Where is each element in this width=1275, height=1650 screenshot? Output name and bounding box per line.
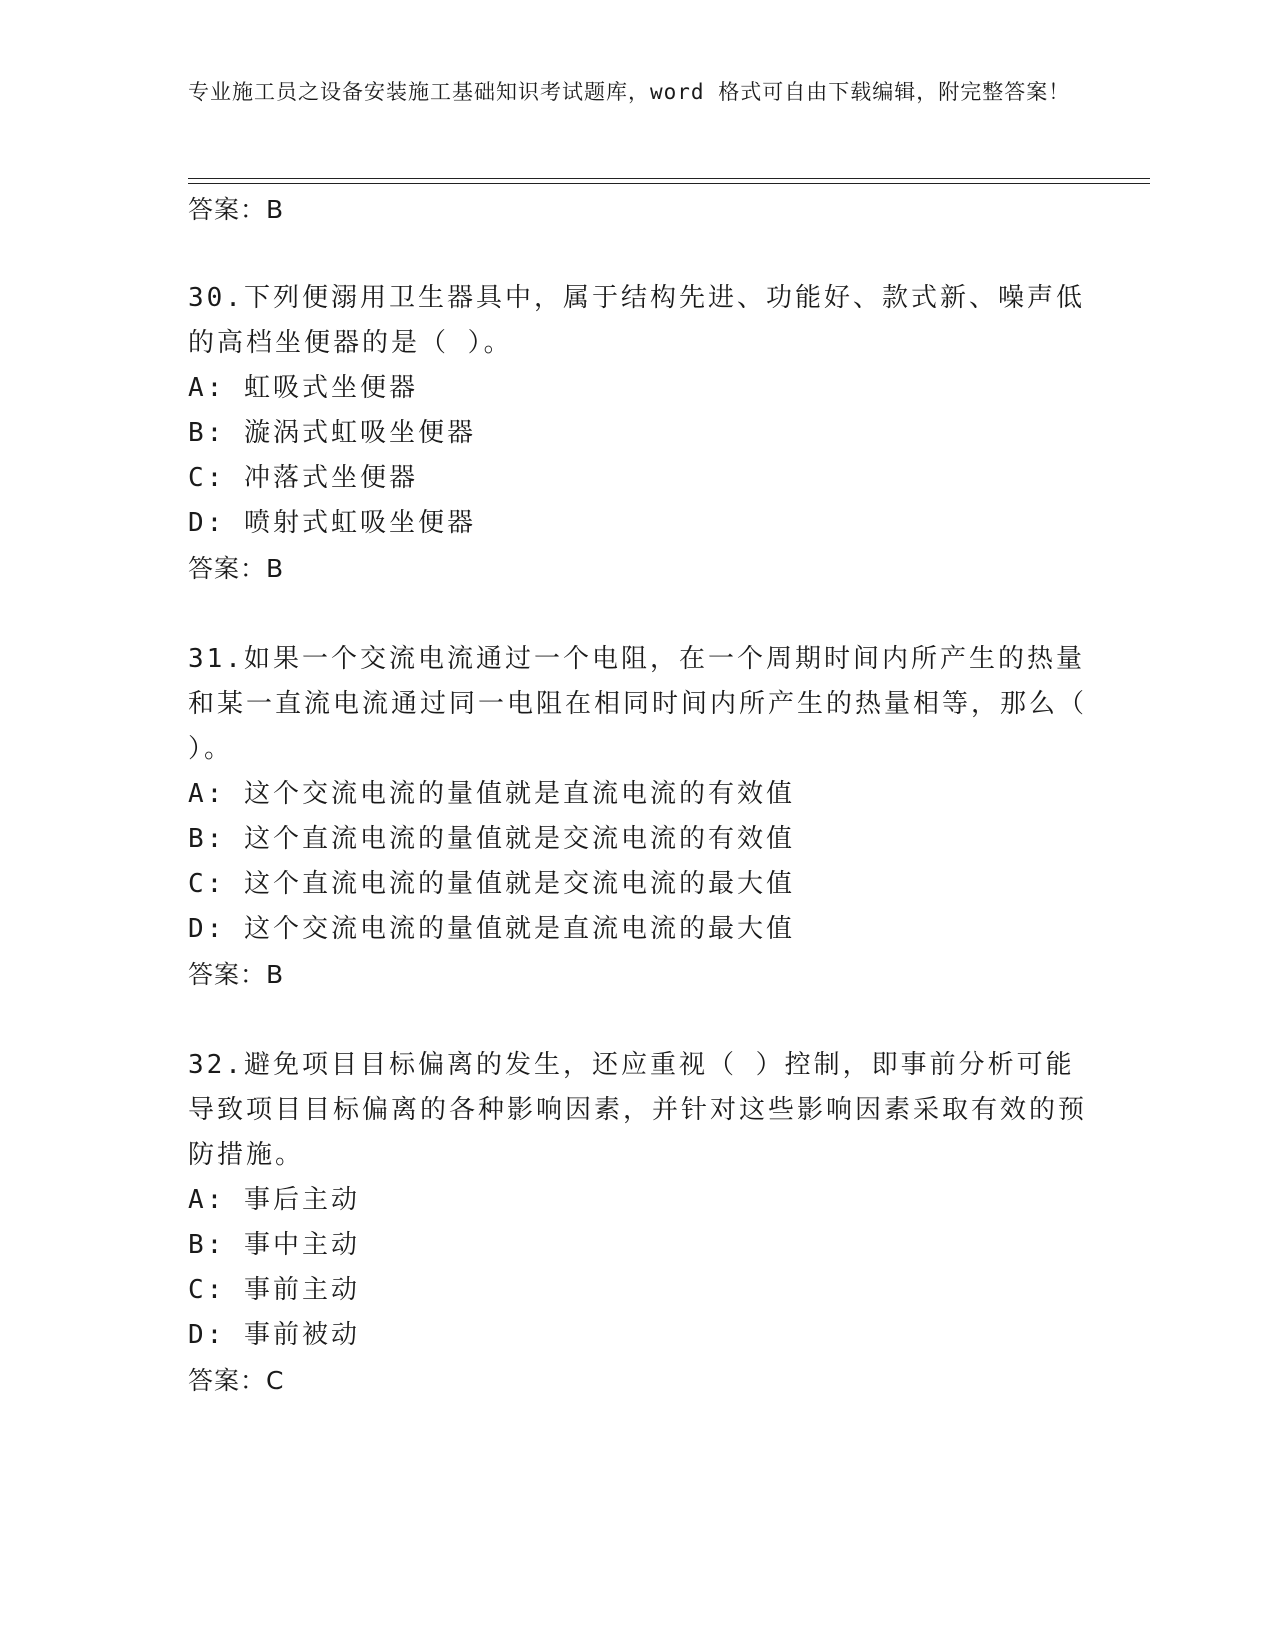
option-c: C: 事前主动 bbox=[188, 1275, 360, 1305]
question-32 bbox=[188, 1043, 1088, 1403]
answer-line: 答案：B bbox=[188, 960, 285, 989]
answer-line: 答案：C bbox=[188, 1366, 285, 1395]
option-b: B: 事中主动 bbox=[188, 1230, 360, 1260]
document-header: 专业施工员之设备安装施工基础知识考试题库，word 格式可自由下载编辑，附完整答案！ bbox=[188, 80, 1071, 104]
answer-line: 答案：B bbox=[188, 554, 285, 583]
question-30 bbox=[188, 276, 1088, 591]
option-b: B: 这个直流电流的量值就是交流电流的有效值 bbox=[188, 824, 795, 854]
option-c: C: 这个直流电流的量值就是交流电流的最大值 bbox=[188, 869, 795, 899]
question-stem: 32.避免项目目标偏离的发生，还应重视（ ）控制，即事前分析可能导致项目目标偏离的各种影响因素，并针对这些影响因素采取有效的预防措施。 bbox=[188, 1050, 1088, 1170]
option-a: A: 虹吸式坐便器 bbox=[188, 373, 418, 403]
option-d: D: 事前被动 bbox=[188, 1320, 360, 1350]
question-stem: 31.如果一个交流电流通过一个电阻，在一个周期时间内所产生的热量和某一直流电流通过同一电阻在相同时间内所产生的热量相等，那么（ ）。 bbox=[188, 644, 1088, 764]
header-divider-top bbox=[188, 178, 1150, 179]
option-d: D: 这个交流电流的量值就是直流电流的最大值 bbox=[188, 914, 795, 944]
question-31 bbox=[188, 637, 1088, 997]
option-b: B: 漩涡式虹吸坐便器 bbox=[188, 418, 476, 448]
option-a: A: 事后主动 bbox=[188, 1185, 360, 1215]
option-d: D: 喷射式虹吸坐便器 bbox=[188, 508, 476, 538]
previous-answer: 答案：B bbox=[188, 195, 285, 224]
question-list bbox=[188, 190, 1088, 1403]
option-a: A: 这个交流电流的量值就是直流电流的有效值 bbox=[188, 779, 795, 809]
option-c: C: 冲落式坐便器 bbox=[188, 463, 418, 493]
header-divider-bottom bbox=[188, 183, 1150, 184]
question-stem: 30.下列便溺用卫生器具中，属于结构先进、功能好、款式新、噪声低的高档坐便器的是（ ）。 bbox=[188, 283, 1085, 358]
